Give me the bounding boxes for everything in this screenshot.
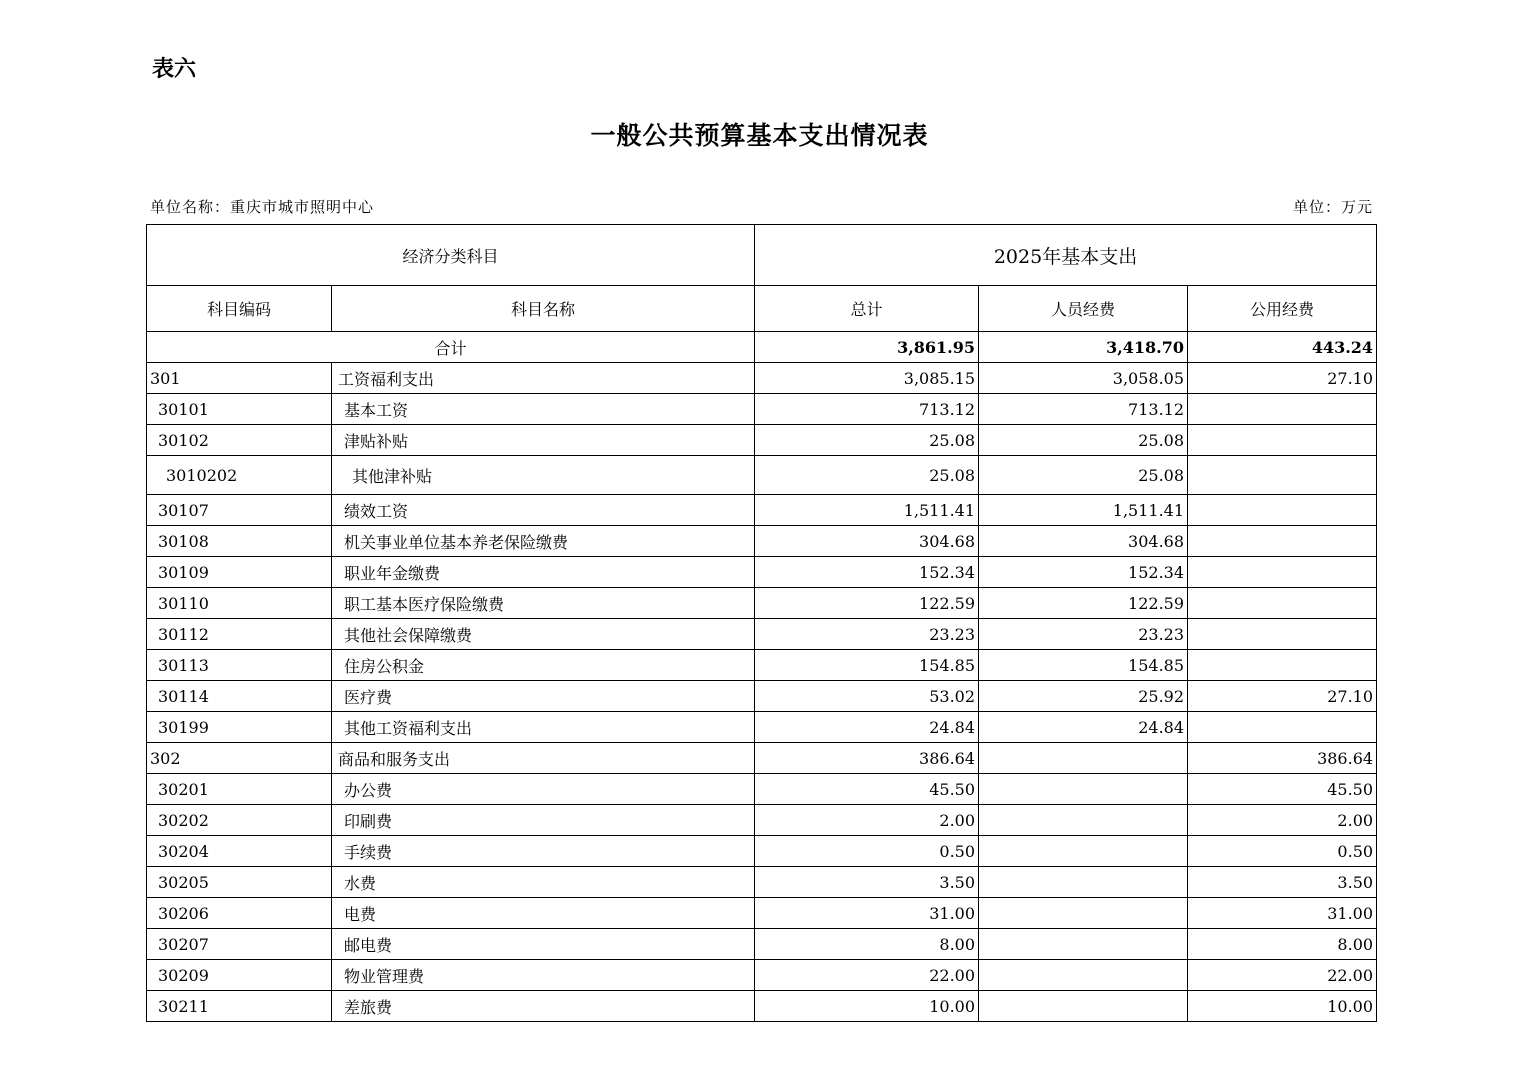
cell-public: [1188, 557, 1377, 588]
cell-total: 23.23: [755, 619, 979, 650]
cell-code: 30107: [147, 495, 332, 526]
table-row: [147, 867, 1377, 898]
cell-personnel: 24.84: [979, 712, 1188, 743]
cell-code: 30201: [147, 774, 332, 805]
cell-code: 30112: [147, 619, 332, 650]
cell-personnel: 1,511.41: [979, 495, 1188, 526]
cell-code: 30110: [147, 588, 332, 619]
table-label: 表六: [152, 57, 197, 82]
cell-total: 3,085.15: [755, 363, 979, 394]
header-total: 总计: [755, 286, 979, 332]
table-row: [147, 774, 1377, 805]
cell-code: 30206: [147, 898, 332, 929]
table-row: [147, 526, 1377, 557]
cell-name: 印刷费: [332, 805, 755, 836]
cell-personnel: 304.68: [979, 526, 1188, 557]
cell-public: [1188, 619, 1377, 650]
cell-total: 1,511.41: [755, 495, 979, 526]
table-row: [147, 898, 1377, 929]
cell-code: 30211: [147, 991, 332, 1022]
cell-personnel: [979, 805, 1188, 836]
header-econ-class: 经济分类科目: [147, 225, 755, 286]
cell-code: 30101: [147, 394, 332, 425]
header-row-1: [147, 225, 1377, 286]
cell-name: 其他津补贴: [332, 456, 755, 495]
header-name: 科目名称: [332, 286, 755, 332]
cell-total: 304.68: [755, 526, 979, 557]
totals-row: [147, 332, 1377, 363]
cell-public: 3.50: [1188, 867, 1377, 898]
unit-name: 单位名称：重庆市城市照明中心: [150, 198, 375, 216]
cell-personnel: [979, 898, 1188, 929]
cell-public: 27.10: [1188, 363, 1377, 394]
cell-name: 住房公积金: [332, 650, 755, 681]
cell-public: 22.00: [1188, 960, 1377, 991]
table-row: [147, 425, 1377, 456]
cell-public: [1188, 712, 1377, 743]
header-public: 公用经费: [1188, 286, 1377, 332]
cell-total: 386.64: [755, 743, 979, 774]
cell-personnel: 25.92: [979, 681, 1188, 712]
totals-public: 443.24: [1188, 332, 1377, 363]
cell-public: 45.50: [1188, 774, 1377, 805]
table-row: [147, 681, 1377, 712]
cell-total: 22.00: [755, 960, 979, 991]
cell-name: 手续费: [332, 836, 755, 867]
cell-code: 30109: [147, 557, 332, 588]
budget-table: [146, 224, 1377, 1022]
cell-personnel: 25.08: [979, 425, 1188, 456]
cell-total: 152.34: [755, 557, 979, 588]
cell-name: 工资福利支出: [332, 363, 755, 394]
totals-label: 合计: [147, 332, 755, 363]
cell-total: 8.00: [755, 929, 979, 960]
cell-public: [1188, 425, 1377, 456]
cell-code: 30113: [147, 650, 332, 681]
header-personnel: 人员经费: [979, 286, 1188, 332]
table-row: [147, 394, 1377, 425]
cell-public: 27.10: [1188, 681, 1377, 712]
cell-total: 25.08: [755, 456, 979, 495]
table-row: [147, 557, 1377, 588]
cell-personnel: 152.34: [979, 557, 1188, 588]
cell-code: 302: [147, 743, 332, 774]
cell-total: 10.00: [755, 991, 979, 1022]
cell-code: 30209: [147, 960, 332, 991]
cell-code: 30114: [147, 681, 332, 712]
cell-public: 386.64: [1188, 743, 1377, 774]
cell-public: [1188, 526, 1377, 557]
cell-personnel: [979, 991, 1188, 1022]
cell-personnel: [979, 960, 1188, 991]
totals-personnel: 3,418.70: [979, 332, 1188, 363]
table-row: [147, 743, 1377, 774]
cell-public: 31.00: [1188, 898, 1377, 929]
cell-code: 30102: [147, 425, 332, 456]
cell-public: 8.00: [1188, 929, 1377, 960]
cell-total: 154.85: [755, 650, 979, 681]
cell-personnel: 3,058.05: [979, 363, 1188, 394]
cell-personnel: 154.85: [979, 650, 1188, 681]
cell-code: 30207: [147, 929, 332, 960]
cell-total: 25.08: [755, 425, 979, 456]
cell-name: 商品和服务支出: [332, 743, 755, 774]
cell-name: 其他社会保障缴费: [332, 619, 755, 650]
unit-measure: 单位：万元: [1292, 198, 1373, 216]
cell-name: 医疗费: [332, 681, 755, 712]
cell-name: 绩效工资: [332, 495, 755, 526]
cell-total: 3.50: [755, 867, 979, 898]
cell-name: 水费: [332, 867, 755, 898]
cell-total: 45.50: [755, 774, 979, 805]
cell-total: 53.02: [755, 681, 979, 712]
cell-name: 办公费: [332, 774, 755, 805]
cell-name: 职业年金缴费: [332, 557, 755, 588]
table-row: [147, 805, 1377, 836]
cell-name: 差旅费: [332, 991, 755, 1022]
cell-personnel: [979, 867, 1188, 898]
cell-total: 2.00: [755, 805, 979, 836]
totals-total: 3,861.95: [755, 332, 979, 363]
cell-code: 30202: [147, 805, 332, 836]
table-row: [147, 991, 1377, 1022]
table-row: [147, 363, 1377, 394]
cell-code: 30204: [147, 836, 332, 867]
cell-name: 职工基本医疗保险缴费: [332, 588, 755, 619]
cell-personnel: [979, 774, 1188, 805]
cell-public: [1188, 588, 1377, 619]
table-row: [147, 456, 1377, 495]
cell-name: 物业管理费: [332, 960, 755, 991]
cell-code: 30108: [147, 526, 332, 557]
table-row: [147, 929, 1377, 960]
cell-public: [1188, 394, 1377, 425]
cell-total: 31.00: [755, 898, 979, 929]
table-row: [147, 960, 1377, 991]
cell-name: 邮电费: [332, 929, 755, 960]
cell-public: 2.00: [1188, 805, 1377, 836]
cell-personnel: 122.59: [979, 588, 1188, 619]
cell-name: 机关事业单位基本养老保险缴费: [332, 526, 755, 557]
header-year-budget: 2025年基本支出: [755, 225, 1377, 286]
cell-personnel: 23.23: [979, 619, 1188, 650]
cell-total: 713.12: [755, 394, 979, 425]
cell-public: [1188, 495, 1377, 526]
table-row: [147, 650, 1377, 681]
cell-name: 电费: [332, 898, 755, 929]
cell-code: 30205: [147, 867, 332, 898]
table-row: [147, 495, 1377, 526]
cell-name: 津贴补贴: [332, 425, 755, 456]
cell-public: 10.00: [1188, 991, 1377, 1022]
cell-total: 122.59: [755, 588, 979, 619]
table-row: [147, 836, 1377, 867]
table-row: [147, 712, 1377, 743]
cell-name: 其他工资福利支出: [332, 712, 755, 743]
cell-personnel: [979, 836, 1188, 867]
cell-public: [1188, 650, 1377, 681]
cell-code: 301: [147, 363, 332, 394]
cell-personnel: 713.12: [979, 394, 1188, 425]
cell-name: 基本工资: [332, 394, 755, 425]
header-row-2: [147, 286, 1377, 332]
cell-public: [1188, 456, 1377, 495]
cell-personnel: [979, 929, 1188, 960]
cell-personnel: [979, 743, 1188, 774]
cell-code: 3010202: [147, 456, 332, 495]
header-code: 科目编码: [147, 286, 332, 332]
cell-personnel: 25.08: [979, 456, 1188, 495]
cell-code: 30199: [147, 712, 332, 743]
table-row: [147, 619, 1377, 650]
page-title: 一般公共预算基本支出情况表: [590, 121, 929, 150]
cell-total: 24.84: [755, 712, 979, 743]
cell-total: 0.50: [755, 836, 979, 867]
cell-public: 0.50: [1188, 836, 1377, 867]
table-row: [147, 588, 1377, 619]
